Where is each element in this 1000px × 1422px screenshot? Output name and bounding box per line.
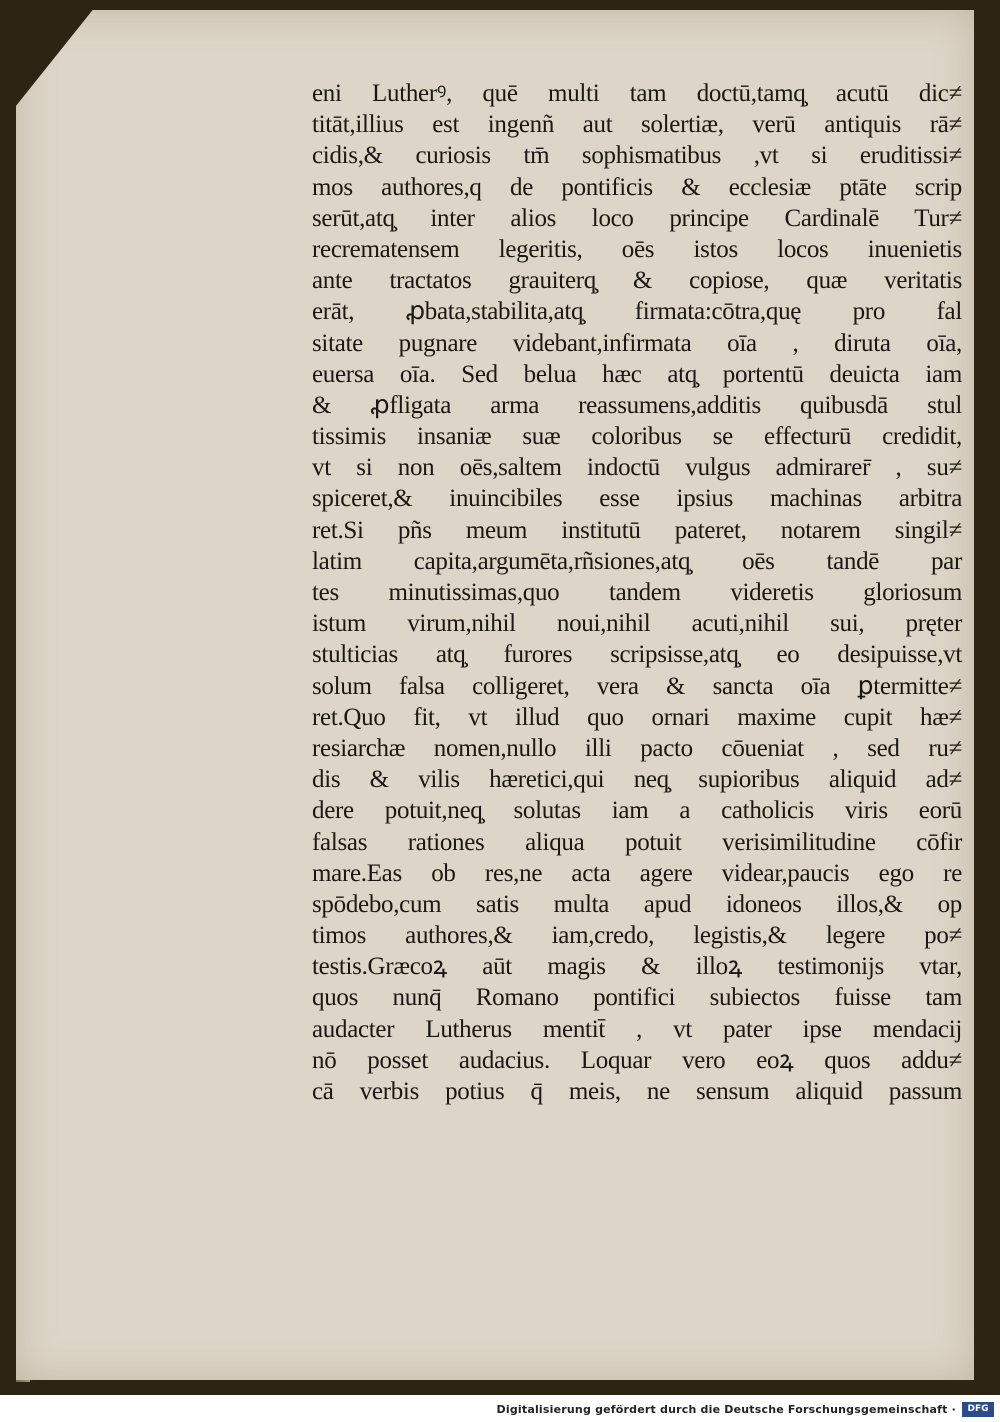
text-line: audacter Lutherus mentit̄ , vt pater ipse mendacij	[312, 1015, 962, 1043]
text-line: serūt,atq̧ inter alios loco principe Cardinalē Tur≠	[312, 204, 962, 232]
text-line: testis.Græcoꝝ aūt magis & illoꝝ testimonijs vtar,	[312, 953, 962, 981]
text-line: eni Lutherꝰ, quē multi tam doctū,tamq̧ acutū dic≠	[312, 80, 962, 107]
text-line: resiarchæ nomen,nullo illi pacto cōueniat , sed ru≠	[312, 734, 962, 762]
text-line: cā verbis potius q̄ meis, ne sensum aliquid passum	[312, 1078, 962, 1105]
text-line: mare.Eas ob res,ne acta agere videar,paucis ego re	[312, 859, 962, 887]
text-line: ret.Quo fit, vt illud quo ornari maxime cupit hæ≠	[312, 703, 962, 731]
text-line: tes minutissimas,quo tandem videretis gloriosum	[312, 579, 962, 606]
dfg-logo: DFG	[962, 1402, 994, 1417]
text-line: ante tractatos grauiterq̧ & copiose, quæ veritatis	[312, 267, 962, 295]
text-line: ret.Si pñs meum institutū pateret, notarem singil≠	[312, 516, 962, 544]
text-line: cidis,& curiosis tm̄ sophismatibus ,vt si eruditissi≠	[312, 142, 962, 170]
text-line: euersa oīa. Sed belua hæc atq̧ portentū deuicta iam	[312, 360, 962, 388]
text-line: & ꝓfligata arma reassumens,additis quibusdā stul	[312, 391, 962, 419]
text-line: stulticias atq̧ furores scripsisse,atq̧ eo desipuisse,vt	[312, 641, 962, 669]
footer-bar	[0, 1398, 1000, 1422]
text-line: nō posset audacius. Loquar vero eoꝝ quos addu≠	[312, 1046, 962, 1074]
text-line: quos nunq̄ Romano pontifici subiectos fuisse tam	[312, 984, 962, 1012]
text-block	[312, 78, 962, 1107]
funding-credit: Digitalisierung gefördert durch die Deutsche Forschungsgemeinschaft ·	[496, 1403, 956, 1416]
text-line: timos authores,& iam,credo, legistis,& legere po≠	[312, 922, 962, 950]
text-line: spōdebo,cum satis multa apud idoneos illos,& op	[312, 890, 962, 918]
text-line: istum virum,nihil noui,nihil acuti,nihil sui, pręter	[312, 610, 962, 638]
text-line: vt si non oēs,saltem indoctū vulgus admirarer̄ , su≠	[312, 454, 962, 482]
text-line: latim capita,argumēta,rñsiones,atq̧ oēs tandē par	[312, 547, 962, 575]
text-line: solum falsa colligeret, vera & sancta oīa ꝑtermitte≠	[312, 672, 962, 700]
text-line: dis & vilis hæretici,qui neq̧ supioribus aliquid ad≠	[312, 766, 962, 794]
text-line: erāt, ꝓbata,stabilita,atq̧ firmata:cōtra,quę pro fal	[312, 298, 962, 326]
text-line: titāt,illius est ingenñ aut solertiæ, verū antiquis rā≠	[312, 111, 962, 139]
text-line: recrematensem legeritis, oēs istos locos inuenietis	[312, 235, 962, 263]
text-line: spiceret,& inuincibiles esse ipsius machinas arbitra	[312, 485, 962, 513]
text-line: falsas rationes aliqua potuit verisimilitudine cōfir	[312, 828, 962, 856]
text-line: tissimis insaniæ suæ coloribus se effecturū credidit,	[312, 423, 962, 451]
text-line: dere potuit,neq̧ solutas iam a catholicis viris eorū	[312, 797, 962, 825]
text-line: mos authores,q de pontificis & ecclesiæ ptāte scrip	[312, 173, 962, 201]
text-line: sitate pugnare videbant,infirmata oīa , diruta oīa,	[312, 329, 962, 357]
